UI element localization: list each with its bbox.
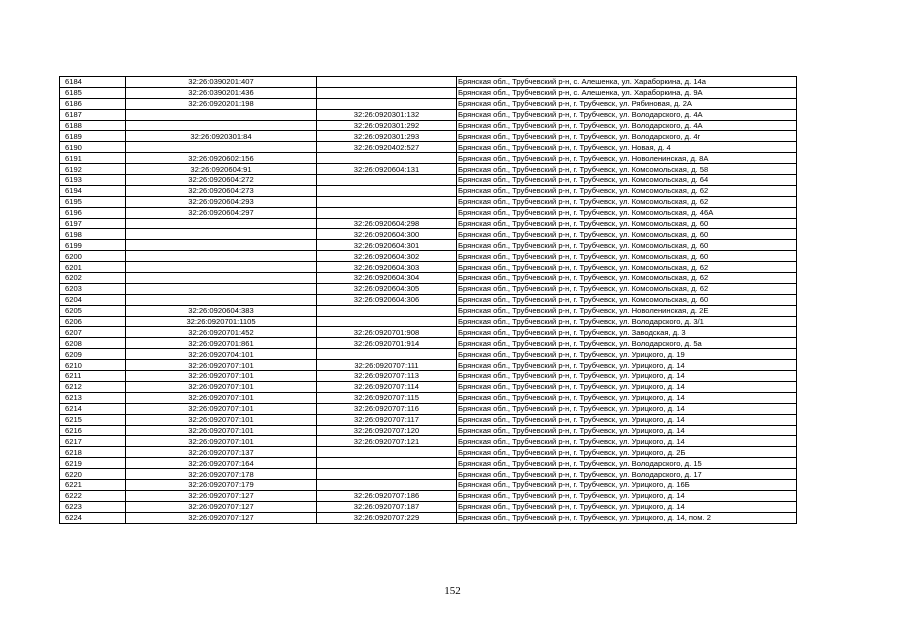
table-row xyxy=(60,87,797,98)
table-row xyxy=(60,316,797,327)
cadastral-number-cell xyxy=(126,251,317,262)
building-number-cell xyxy=(317,98,457,109)
building-number-cell: 32:26:0920707:121 xyxy=(317,436,457,447)
table-row xyxy=(60,392,797,403)
table-row xyxy=(60,142,797,153)
row-number-cell: 6205 xyxy=(60,305,126,316)
building-number-cell xyxy=(317,196,457,207)
row-number-cell: 6197 xyxy=(60,218,126,229)
row-number-cell: 6219 xyxy=(60,458,126,469)
building-number-cell xyxy=(317,469,457,480)
address-cell: Брянская обл., Трубчевский р-н, г. Трубчевск, ул. Володарского, д. 15 xyxy=(457,458,797,469)
cadastral-number-cell: 32:26:0920604:91 xyxy=(126,164,317,175)
row-number-cell: 6193 xyxy=(60,175,126,186)
cadastral-number-cell: 32:26:0390201:436 xyxy=(126,87,317,98)
table-row xyxy=(60,175,797,186)
address-cell: Брянская обл., Трубчевский р-н, г. Трубчевск, ул. Комсомольская, д. 46А xyxy=(457,207,797,218)
address-cell: Брянская обл., Трубчевский р-н, г. Трубчевск, ул. Новая, д. 4 xyxy=(457,142,797,153)
table-row xyxy=(60,164,797,175)
address-cell: Брянская обл., Трубчевский р-н, г. Трубчевск, ул. Комсомольская, д. 60 xyxy=(457,240,797,251)
row-number-cell: 6185 xyxy=(60,87,126,98)
cadastral-number-cell: 32:26:0920701:1105 xyxy=(126,316,317,327)
row-number-cell: 6214 xyxy=(60,403,126,414)
row-number-cell: 6204 xyxy=(60,294,126,305)
building-number-cell: 32:26:0920604:131 xyxy=(317,164,457,175)
address-cell: Брянская обл., Трубчевский р-н, г. Трубчевск, ул. Комсомольская, д. 62 xyxy=(457,273,797,284)
table-row xyxy=(60,153,797,164)
address-cell: Брянская обл., Трубчевский р-н, г. Трубчевск, ул. Заводская, д. 3 xyxy=(457,327,797,338)
cadastral-number-cell xyxy=(126,262,317,273)
building-number-cell xyxy=(317,87,457,98)
table-row xyxy=(60,305,797,316)
address-cell: Брянская обл., Трубчевский р-н, г. Трубчевск, ул. Володарского, д. 3/1 xyxy=(457,316,797,327)
cadastral-number-cell: 32:26:0920201:198 xyxy=(126,98,317,109)
table-row xyxy=(60,185,797,196)
row-number-cell: 6211 xyxy=(60,371,126,382)
address-cell: Брянская обл., Трубчевский р-н, г. Трубчевск, ул. Комсомольская, д. 62 xyxy=(457,196,797,207)
cadastral-number-cell: 32:26:0920707:178 xyxy=(126,469,317,480)
table-row xyxy=(60,479,797,490)
address-cell: Брянская обл., Трубчевский р-н, г. Трубчевск, ул. Володарского, д. 4А xyxy=(457,109,797,120)
table-row xyxy=(60,131,797,142)
address-cell: Брянская обл., Трубчевский р-н, г. Трубчевск, ул. Урицкого, д. 2Б xyxy=(457,447,797,458)
cadastral-number-cell: 32:26:0920707:101 xyxy=(126,436,317,447)
building-number-cell: 32:26:0920707:187 xyxy=(317,501,457,512)
row-number-cell: 6223 xyxy=(60,501,126,512)
building-number-cell: 32:26:0920604:305 xyxy=(317,283,457,294)
address-cell: Брянская обл., Трубчевский р-н, с. Алешенка, ул. Хараборкина, д. 9А xyxy=(457,87,797,98)
building-number-cell xyxy=(317,207,457,218)
row-number-cell: 6203 xyxy=(60,283,126,294)
table-row xyxy=(60,381,797,392)
building-number-cell xyxy=(317,458,457,469)
building-number-cell xyxy=(317,175,457,186)
cadastral-number-cell: 32:26:0920604:297 xyxy=(126,207,317,218)
table-row xyxy=(60,229,797,240)
building-number-cell xyxy=(317,77,457,88)
building-number-cell: 32:26:0920604:302 xyxy=(317,251,457,262)
table-row xyxy=(60,338,797,349)
building-number-cell: 32:26:0920301:293 xyxy=(317,131,457,142)
row-number-cell: 6220 xyxy=(60,469,126,480)
address-cell: Брянская обл., Трубчевский р-н, г. Трубчевск, ул. Комсомольская, д. 60 xyxy=(457,251,797,262)
table-row xyxy=(60,490,797,501)
cadastral-number-cell: 32:26:0920604:293 xyxy=(126,196,317,207)
building-number-cell: 32:26:0920707:186 xyxy=(317,490,457,501)
building-number-cell: 32:26:0920604:304 xyxy=(317,273,457,284)
cadastral-number-cell: 32:26:0920707:127 xyxy=(126,512,317,523)
address-cell: Брянская обл., Трубчевский р-н, г. Трубчевск, ул. Урицкого, д. 14 xyxy=(457,403,797,414)
building-number-cell xyxy=(317,479,457,490)
building-number-cell: 32:26:0920707:117 xyxy=(317,414,457,425)
row-number-cell: 6196 xyxy=(60,207,126,218)
cadastral-number-cell xyxy=(126,229,317,240)
cadastral-number-cell xyxy=(126,218,317,229)
address-cell: Брянская обл., Трубчевский р-н, г. Трубчевск, ул. Урицкого, д. 14, пом. 2 xyxy=(457,512,797,523)
table-row xyxy=(60,251,797,262)
address-cell: Брянская обл., Трубчевский р-н, г. Трубчевск, ул. Урицкого, д. 14 xyxy=(457,501,797,512)
row-number-cell: 6208 xyxy=(60,338,126,349)
address-cell: Брянская обл., Трубчевский р-н, с. Алешенка, ул. Хараборкина, д. 14а xyxy=(457,77,797,88)
cadastral-number-cell: 32:26:0920707:137 xyxy=(126,447,317,458)
building-number-cell: 32:26:0920301:132 xyxy=(317,109,457,120)
row-number-cell: 6215 xyxy=(60,414,126,425)
row-number-cell: 6216 xyxy=(60,425,126,436)
table-row xyxy=(60,414,797,425)
building-number-cell xyxy=(317,316,457,327)
row-number-cell: 6209 xyxy=(60,349,126,360)
table-row xyxy=(60,403,797,414)
building-number-cell xyxy=(317,153,457,164)
address-cell: Брянская обл., Трубчевский р-н, г. Трубчевск, ул. Урицкого, д. 14 xyxy=(457,490,797,501)
building-number-cell: 32:26:0920701:908 xyxy=(317,327,457,338)
table-row xyxy=(60,240,797,251)
table-row xyxy=(60,109,797,120)
building-number-cell xyxy=(317,185,457,196)
row-number-cell: 6224 xyxy=(60,512,126,523)
address-cell: Брянская обл., Трубчевский р-н, г. Трубчевск, ул. Урицкого, д. 14 xyxy=(457,414,797,425)
address-cell: Брянская обл., Трубчевский р-н, г. Трубчевск, ул. Комсомольская, д. 62 xyxy=(457,185,797,196)
cadastral-number-cell: 32:26:0920707:127 xyxy=(126,490,317,501)
cadastral-number-cell: 32:26:0920604:383 xyxy=(126,305,317,316)
row-number-cell: 6206 xyxy=(60,316,126,327)
table-row xyxy=(60,469,797,480)
table-row xyxy=(60,262,797,273)
table-row xyxy=(60,120,797,131)
table-row xyxy=(60,77,797,88)
cadastral-number-cell: 32:26:0920707:164 xyxy=(126,458,317,469)
row-number-cell: 6198 xyxy=(60,229,126,240)
building-number-cell: 32:26:0920604:306 xyxy=(317,294,457,305)
building-number-cell: 32:26:0920707:114 xyxy=(317,381,457,392)
table-row xyxy=(60,207,797,218)
building-number-cell: 32:26:0920604:301 xyxy=(317,240,457,251)
cadastral-number-cell: 32:26:0920707:101 xyxy=(126,392,317,403)
row-number-cell: 6191 xyxy=(60,153,126,164)
cadastral-number-cell: 32:26:0920602:156 xyxy=(126,153,317,164)
row-number-cell: 6192 xyxy=(60,164,126,175)
building-number-cell: 32:26:0920707:115 xyxy=(317,392,457,403)
row-number-cell: 6195 xyxy=(60,196,126,207)
cadastral-number-cell: 32:26:0920707:101 xyxy=(126,360,317,371)
row-number-cell: 6200 xyxy=(60,251,126,262)
address-cell: Брянская обл., Трубчевский р-н, г. Трубчевск, ул. Новоленинская, д. 2Е xyxy=(457,305,797,316)
row-number-cell: 6221 xyxy=(60,479,126,490)
row-number-cell: 6189 xyxy=(60,131,126,142)
cadastral-number-cell: 32:26:0920701:452 xyxy=(126,327,317,338)
address-cell: Брянская обл., Трубчевский р-н, г. Трубчевск, ул. Урицкого, д. 16Б xyxy=(457,479,797,490)
cadastral-table xyxy=(59,76,797,524)
building-number-cell xyxy=(317,447,457,458)
address-cell: Брянская обл., Трубчевский р-н, г. Трубчевск, ул. Володарского, д. 4г xyxy=(457,131,797,142)
cadastral-number-cell: 32:26:0920604:272 xyxy=(126,175,317,186)
building-number-cell: 32:26:0920707:229 xyxy=(317,512,457,523)
building-number-cell: 32:26:0920301:292 xyxy=(317,120,457,131)
address-cell: Брянская обл., Трубчевский р-н, г. Трубчевск, ул. Урицкого, д. 14 xyxy=(457,436,797,447)
cadastral-number-cell: 32:26:0920604:273 xyxy=(126,185,317,196)
address-cell: Брянская обл., Трубчевский р-н, г. Трубчевск, ул. Новоленинская, д. 8А xyxy=(457,153,797,164)
address-cell: Брянская обл., Трубчевский р-н, г. Трубчевск, ул. Урицкого, д. 14 xyxy=(457,392,797,403)
address-cell: Брянская обл., Трубчевский р-н, г. Трубчевск, ул. Рябиновая, д. 2А xyxy=(457,98,797,109)
address-cell: Брянская обл., Трубчевский р-н, г. Трубчевск, ул. Комсомольская, д. 60 xyxy=(457,218,797,229)
address-cell: Брянская обл., Трубчевский р-н, г. Трубчевск, ул. Урицкого, д. 19 xyxy=(457,349,797,360)
table-body xyxy=(60,77,797,524)
cadastral-number-cell xyxy=(126,283,317,294)
cadastral-number-cell xyxy=(126,273,317,284)
row-number-cell: 6201 xyxy=(60,262,126,273)
table-row xyxy=(60,436,797,447)
cadastral-number-cell xyxy=(126,294,317,305)
building-number-cell: 32:26:0920604:300 xyxy=(317,229,457,240)
table-row xyxy=(60,98,797,109)
table-row xyxy=(60,458,797,469)
address-cell: Брянская обл., Трубчевский р-н, г. Трубчевск, ул. Урицкого, д. 14 xyxy=(457,381,797,392)
address-cell: Брянская обл., Трубчевский р-н, г. Трубчевск, ул. Володарского, д. 4А xyxy=(457,120,797,131)
building-number-cell xyxy=(317,305,457,316)
cadastral-number-cell: 32:26:0920707:101 xyxy=(126,425,317,436)
row-number-cell: 6187 xyxy=(60,109,126,120)
row-number-cell: 6222 xyxy=(60,490,126,501)
row-number-cell: 6190 xyxy=(60,142,126,153)
cadastral-number-cell: 32:26:0920707:101 xyxy=(126,381,317,392)
address-cell: Брянская обл., Трубчевский р-н, г. Трубчевск, ул. Комсомольская, д. 62 xyxy=(457,283,797,294)
table-row xyxy=(60,360,797,371)
building-number-cell: 32:26:0920604:303 xyxy=(317,262,457,273)
address-cell: Брянская обл., Трубчевский р-н, г. Трубчевск, ул. Комсомольская, д. 58 xyxy=(457,164,797,175)
row-number-cell: 6210 xyxy=(60,360,126,371)
building-number-cell: 32:26:0920707:111 xyxy=(317,360,457,371)
row-number-cell: 6184 xyxy=(60,77,126,88)
cadastral-number-cell: 32:26:0920707:101 xyxy=(126,403,317,414)
cadastral-number-cell: 32:26:0920707:101 xyxy=(126,414,317,425)
table-row xyxy=(60,196,797,207)
row-number-cell: 6218 xyxy=(60,447,126,458)
address-cell: Брянская обл., Трубчевский р-н, г. Трубчевск, ул. Володарского, д. 17 xyxy=(457,469,797,480)
address-cell: Брянская обл., Трубчевский р-н, г. Трубчевск, ул. Комсомольская, д. 64 xyxy=(457,175,797,186)
cadastral-number-cell: 32:26:0390201:407 xyxy=(126,77,317,88)
table-row xyxy=(60,512,797,523)
row-number-cell: 6202 xyxy=(60,273,126,284)
cadastral-number-cell: 32:26:0920704:101 xyxy=(126,349,317,360)
table-row xyxy=(60,218,797,229)
building-number-cell: 32:26:0920604:298 xyxy=(317,218,457,229)
cadastral-number-cell: 32:26:0920707:101 xyxy=(126,371,317,382)
address-cell: Брянская обл., Трубчевский р-н, г. Трубчевск, ул. Комсомольская, д. 62 xyxy=(457,262,797,273)
table-row xyxy=(60,447,797,458)
table-row xyxy=(60,501,797,512)
building-number-cell: 32:26:0920707:116 xyxy=(317,403,457,414)
row-number-cell: 6207 xyxy=(60,327,126,338)
building-number-cell: 32:26:0920402:527 xyxy=(317,142,457,153)
address-cell: Брянская обл., Трубчевский р-н, г. Трубчевск, ул. Комсомольская, д. 60 xyxy=(457,229,797,240)
row-number-cell: 6186 xyxy=(60,98,126,109)
row-number-cell: 6188 xyxy=(60,120,126,131)
building-number-cell xyxy=(317,349,457,360)
table-row xyxy=(60,327,797,338)
cadastral-number-cell: 32:26:0920701:861 xyxy=(126,338,317,349)
address-cell: Брянская обл., Трубчевский р-н, г. Трубчевск, ул. Урицкого, д. 14 xyxy=(457,371,797,382)
address-cell: Брянская обл., Трубчевский р-н, г. Трубчевск, ул. Урицкого, д. 14 xyxy=(457,360,797,371)
address-cell: Брянская обл., Трубчевский р-н, г. Трубчевск, ул. Комсомольская, д. 60 xyxy=(457,294,797,305)
table-row xyxy=(60,283,797,294)
address-cell: Брянская обл., Трубчевский р-н, г. Трубчевск, ул. Володарского, д. 5а xyxy=(457,338,797,349)
cadastral-number-cell xyxy=(126,142,317,153)
cadastral-number-cell: 32:26:0920707:179 xyxy=(126,479,317,490)
table-row xyxy=(60,371,797,382)
cadastral-number-cell: 32:26:0920301:84 xyxy=(126,131,317,142)
building-number-cell: 32:26:0920707:120 xyxy=(317,425,457,436)
row-number-cell: 6194 xyxy=(60,185,126,196)
table-row xyxy=(60,349,797,360)
row-number-cell: 6217 xyxy=(60,436,126,447)
table-row xyxy=(60,294,797,305)
cadastral-number-cell: 32:26:0920707:127 xyxy=(126,501,317,512)
row-number-cell: 6199 xyxy=(60,240,126,251)
cadastral-number-cell xyxy=(126,109,317,120)
cadastral-number-cell xyxy=(126,120,317,131)
table-row xyxy=(60,425,797,436)
address-cell: Брянская обл., Трубчевский р-н, г. Трубчевск, ул. Урицкого, д. 14 xyxy=(457,425,797,436)
building-number-cell: 32:26:0920701:914 xyxy=(317,338,457,349)
page-number: 152 xyxy=(444,585,461,597)
table-row xyxy=(60,273,797,284)
row-number-cell: 6212 xyxy=(60,381,126,392)
building-number-cell: 32:26:0920707:113 xyxy=(317,371,457,382)
cadastral-number-cell xyxy=(126,240,317,251)
row-number-cell: 6213 xyxy=(60,392,126,403)
